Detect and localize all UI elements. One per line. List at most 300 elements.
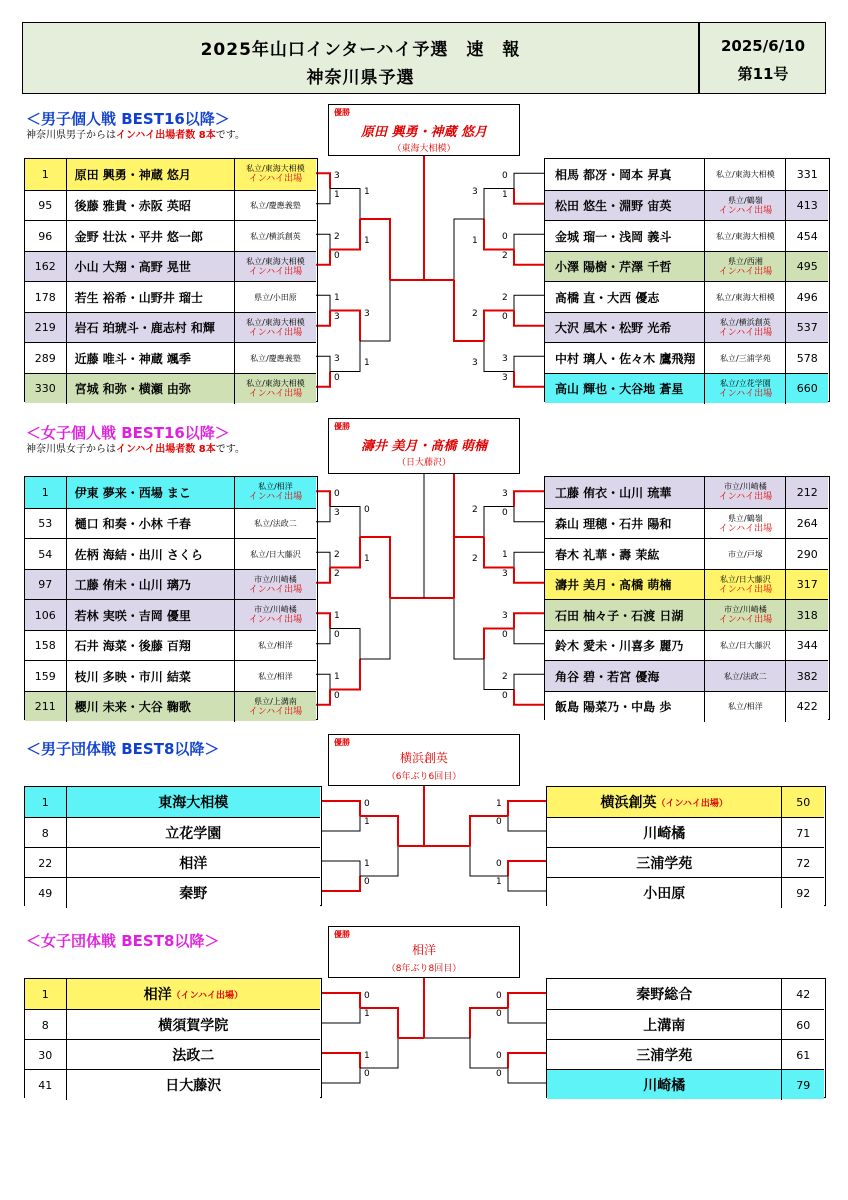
school-name: 私立/法政二 [254,519,297,529]
school-name: 市立/川崎橘 [724,605,767,615]
school-name: 私立/相洋 [258,482,293,492]
team-name [547,848,782,878]
team-name [67,818,320,848]
bracket-line [322,993,360,1008]
subtitle-suffix: です。 [215,130,245,141]
pair-name: 濤井 美月・髙橋 萌楠 [545,570,705,601]
winner-label: 優勝 [334,930,350,939]
team-row [25,877,320,907]
table-row [545,660,828,691]
winner-detail: （東海大相模） [392,144,456,154]
match-score: 0 [496,991,502,1001]
school-name: 私立/三浦学苑 [720,353,771,363]
bracket-line [484,189,514,220]
match-score: 0 [496,859,502,869]
seed-number: 60 [796,1018,811,1032]
team-name [547,1010,782,1040]
table-row [25,599,316,630]
team-row [547,1069,824,1099]
winner-box [328,734,520,786]
section-subtitle [26,440,245,455]
seed-number: 159 [25,661,67,692]
qualified-label: インハイ出場 [718,584,773,595]
seed-number: 413 [796,199,818,213]
school-cell [705,374,786,405]
school-cell [235,570,316,601]
school-cell [235,191,316,222]
table-row [545,281,828,312]
table-row [25,569,316,600]
school-cell [705,343,786,374]
header-subtitle: 神奈川県予選 [306,68,415,88]
school-name: 県立/上溝南 [254,696,297,706]
bracket-line [484,341,514,372]
seed-number: 50 [796,795,811,809]
table-row [25,538,316,569]
section-title: ＜男子団体戦 BEST8以降＞ [26,740,220,758]
bracket-line [508,816,546,831]
pair-name: 中村 璃人・佐々木 鷹飛翔 [545,343,705,374]
pair-name: 伊東 夢来・西場 まこ [67,477,235,508]
school-cell [235,159,316,190]
school-name: 私立/相洋 [258,641,293,651]
match-score: 1 [364,817,370,827]
table-row [545,630,828,661]
match-score: 0 [364,1069,370,1079]
team-name-text: 立花学園 [165,826,222,842]
school-name: 県立/小田原 [254,292,297,302]
seed-number: 212 [796,485,818,499]
bracket-line [508,1008,546,1023]
seed-number: 211 [25,692,67,723]
bracket-line [508,1053,546,1068]
bracket-line [514,613,544,628]
pair-name: 宮城 和弥・横瀬 由弥 [67,374,235,405]
team-name-text: 横須賀学院 [158,1018,229,1034]
pair-name: 飯島 陽菜乃・中島 歩 [545,692,705,723]
table-row [545,220,828,251]
school-cell [705,631,786,662]
team-name [67,787,320,817]
winner-detail: （6年ぶり6回目） [386,772,462,782]
subtitle-prefix: 神奈川県男子からは [26,130,116,141]
team-name-text: 小田原 [643,886,686,902]
qualified-label: インハイ出場 [248,492,303,503]
match-score: 0 [496,1051,502,1061]
subtitle-count: インハイ出場者数 8本 [116,444,216,455]
left-team-table [24,786,322,906]
match-score: 3 [334,171,340,182]
seed-number: 537 [796,321,818,335]
table-row [545,159,828,190]
qualified-label: （インハイ出場） [171,990,243,1001]
table-row [545,312,828,343]
school-name: 市立/川崎橘 [254,574,297,584]
team-row [547,979,824,1009]
seed-number: 54 [25,539,67,570]
winner-detail: （8年ぶり8回目） [386,964,462,974]
team-name [67,848,320,878]
match-score: 1 [496,877,502,887]
table-row [545,190,828,221]
bracket-line [508,1068,546,1083]
school-name: 私立/相洋 [258,671,293,681]
winner-label: 優勝 [334,422,350,431]
team-name-text: 東海大相模 [158,795,229,811]
table-row [25,373,316,404]
seed-number: 219 [25,313,67,344]
school-name: 私立/日大藤沢 [250,549,301,559]
pair-name: 髙橋 直・大西 優志 [545,282,705,313]
seed-number: 95 [25,191,67,222]
team-name-text: 相洋 [143,987,172,1003]
school-cell [235,477,316,508]
school-name: 私立/立花学園 [720,378,771,388]
school-name: 私立/日大藤沢 [720,641,771,651]
table-row [545,477,828,508]
table-row [25,342,316,373]
table-row [25,477,316,508]
pair-name: 小山 大翔・高野 晃世 [67,252,235,283]
team-name [547,787,782,817]
match-score: 0 [334,250,340,261]
bracket-line [454,219,484,280]
seed-number: 422 [796,700,818,714]
school-name: 私立/横浜創英 [250,231,301,241]
table-row [25,159,316,190]
table-row [545,508,828,539]
team-name-text: 横浜創英 [600,795,657,811]
bracket-line [484,537,514,568]
school-cell [235,343,316,374]
table-row [25,220,316,251]
bracket-line [322,1053,360,1068]
match-score: 0 [502,629,508,640]
school-cell [705,159,786,190]
seed-number: 1 [25,787,67,817]
match-score: 3 [502,354,508,365]
team-name [547,878,782,908]
qualified-label: インハイ出場 [248,584,303,595]
pair-name: 石井 海菜・後藤 百翔 [67,631,235,662]
bracket-line [470,1038,508,1068]
pair-name: 松田 悠生・淵野 宙英 [545,191,705,222]
qualified-label: インハイ出場 [718,615,773,626]
winner-detail: （日大藤沢） [396,458,451,468]
seed-number: 79 [796,1078,811,1092]
match-score: 1 [502,189,508,200]
qualified-label: インハイ出場 [248,388,303,399]
team-name-text: 川崎橘 [643,1078,686,1094]
match-score: 1 [334,189,340,200]
seed-number: 1 [25,477,67,508]
left-entry-table [24,158,318,402]
match-score: 1 [364,357,370,368]
bracket-line [454,280,484,341]
school-name: 私立/慶應義塾 [250,353,301,363]
pair-name: 大沢 風木・松野 光希 [545,313,705,344]
bracket-line [508,801,546,816]
winner-box [328,104,520,156]
match-score: 1 [496,799,502,809]
seed-number: 162 [25,252,67,283]
bracket-line [508,876,546,891]
match-score: 3 [334,507,340,518]
school-cell [705,221,786,252]
team-name [547,1040,782,1070]
left-team-table [24,978,322,1098]
match-score: 0 [502,690,508,701]
qualified-label: インハイ出場 [248,706,303,717]
pair-name: 若林 実咲・吉岡 優里 [67,600,235,631]
team-row [25,847,320,877]
match-score: 1 [364,235,370,246]
bracket-line [484,507,514,538]
team-name-text: 川崎橘 [643,826,686,842]
bracket-line [514,189,544,204]
team-row [547,817,824,847]
match-score: 0 [334,489,340,500]
pair-name: 後藤 雅貴・赤阪 英昭 [67,191,235,222]
bracket-line [514,674,544,689]
school-name: 私立/東海大相模 [716,169,775,179]
header-title: 2025年山口インターハイ予選 速 報 [200,40,521,60]
section-title: ＜女子個人戦 BEST16以降＞ [26,424,230,442]
school-name: 私立/東海大相模 [246,317,305,327]
pair-name: 鈴木 愛未・川喜多 麗乃 [545,631,705,662]
bracket-line [322,876,360,891]
match-score: 0 [502,507,508,518]
bracket-line [484,629,514,660]
school-cell [705,252,786,283]
match-score: 1 [334,611,340,622]
school-cell [235,313,316,344]
bracket-line [514,311,544,326]
match-score: 0 [502,311,508,322]
bracket-line [514,356,544,371]
seed-number: 96 [25,221,67,252]
match-score: 0 [496,1069,502,1079]
seed-number: 382 [796,669,818,683]
match-score: 3 [364,308,370,319]
pair-name: 佐柄 海結・出川 さくら [67,539,235,570]
seed-number: 92 [796,886,811,900]
team-name [67,878,320,908]
match-score: 3 [502,372,508,383]
bracket-line [514,173,544,188]
seed-number: 317 [796,578,818,592]
table-row [545,599,828,630]
bracket-line [322,1008,360,1023]
school-cell [235,374,316,405]
school-name: 私立/法政二 [724,671,767,681]
match-score: 0 [496,817,502,827]
match-score: 0 [364,504,370,515]
subtitle-suffix: です。 [215,444,245,455]
school-name: 私立/東海大相模 [246,164,305,174]
school-cell [235,252,316,283]
bracket-line [470,816,508,846]
pair-name: 角谷 碧・若宮 優海 [545,661,705,692]
school-cell [235,221,316,252]
bracket-line [514,507,544,522]
seed-number: 318 [796,608,818,622]
match-score: 3 [334,354,340,365]
qualified-label: インハイ出場 [248,266,303,277]
pair-name: 樋口 和奏・小林 千春 [67,509,235,540]
school-name: 私立/東海大相模 [246,256,305,266]
bracket-line [360,598,390,659]
school-cell [705,539,786,570]
team-row [25,1069,320,1099]
pair-name: 工藤 侑衣・山川 琉華 [545,477,705,508]
match-score: 0 [496,1009,502,1019]
pair-name: 櫻川 未来・大谷 鞠歌 [67,692,235,723]
match-score: 2 [472,308,478,319]
bracket-line [484,311,514,342]
subtitle-count: インハイ出場者数 8本 [116,130,216,141]
school-cell [705,191,786,222]
team-name-text: 三浦学苑 [636,856,693,872]
bracket-line [322,816,360,831]
match-score: 3 [502,489,508,500]
team-name-text: 日大藤沢 [165,1078,222,1094]
seed-number: 72 [796,856,811,870]
bracket-line [470,1008,508,1038]
school-name: 市立/川崎橘 [724,482,767,492]
bracket-line [514,491,544,506]
match-score: 2 [502,293,508,304]
qualified-label: インハイ出場 [718,266,773,277]
school-cell [705,692,786,723]
winner-name: 原田 興勇・神蔵 悠月 [360,125,488,140]
pair-name: 近藤 唯斗・神蔵 颯季 [67,343,235,374]
match-score: 1 [472,235,478,246]
team-row [547,847,824,877]
school-cell [705,477,786,508]
school-name: 私立/東海大相模 [246,378,305,388]
school-cell [235,282,316,313]
team-row [25,787,320,817]
qualified-label: インハイ出場 [718,327,773,338]
subtitle-prefix: 神奈川県女子からは [26,444,116,455]
seed-number: 344 [796,639,818,653]
match-score: 1 [364,1009,370,1019]
team-name [547,979,782,1009]
bracket-line [322,801,360,816]
seed-number: 578 [796,351,818,365]
seed-number: 97 [25,570,67,601]
bracket-line [514,690,544,705]
seed-number: 660 [796,382,818,396]
pair-name: 金城 瑠一・浅岡 義斗 [545,221,705,252]
team-name [67,1070,320,1100]
school-cell [705,600,786,631]
section-title: ＜女子団体戦 BEST8以降＞ [26,932,220,950]
school-cell [705,570,786,601]
team-name-text: 法政二 [172,1048,215,1064]
team-row [547,877,824,907]
match-score: 2 [502,250,508,261]
seed-number: 8 [25,1010,67,1040]
pair-name: 岩石 珀琥斗・鹿志村 和輝 [67,313,235,344]
seed-number: 53 [25,509,67,540]
bracket-line [454,598,484,659]
match-score: 0 [334,629,340,640]
qualified-label: インハイ出場 [718,388,773,399]
seed-number: 22 [25,848,67,878]
match-score: 1 [502,550,508,561]
seed-number: 30 [25,1040,67,1070]
pair-name: 金野 壮汰・平井 悠一郎 [67,221,235,252]
team-name-text: 上溝南 [643,1018,686,1034]
school-cell [705,282,786,313]
school-name: 私立/慶應義塾 [250,201,301,211]
match-score: 1 [364,1051,370,1061]
table-row [545,251,828,282]
match-score: 3 [472,357,478,368]
table-row [25,660,316,691]
pair-name: 原田 興勇・神蔵 悠月 [67,159,235,190]
seed-number: 178 [25,282,67,313]
seed-number: 42 [796,987,811,1001]
match-score: 2 [334,550,340,561]
qualified-label: インハイ出場 [718,523,773,534]
bracket-line [322,1068,360,1083]
bracket-line [514,552,544,567]
bracket-line [322,861,360,876]
winner-label: 優勝 [334,738,350,747]
team-row [25,979,320,1009]
school-cell [235,509,316,540]
seed-number: 61 [796,1048,811,1062]
school-name: 県立/西湘 [728,256,763,266]
winner-name: 横浜創英 [399,751,448,765]
table-row [545,373,828,404]
team-row [547,787,824,817]
bracket-line [470,846,508,876]
school-name: 私立/東海大相模 [716,292,775,302]
header-date: 2025/6/10 [720,37,806,55]
seed-number: 158 [25,631,67,662]
seed-number: 1 [25,159,67,190]
right-team-table [546,786,826,906]
school-cell [235,600,316,631]
match-score: 0 [364,991,370,1001]
team-row [25,1039,320,1069]
table-row [25,312,316,343]
qualified-label: インハイ出場 [718,205,773,216]
table-row [25,508,316,539]
school-cell [235,539,316,570]
school-name: 私立/東海大相模 [716,231,775,241]
school-cell [235,692,316,723]
table-row [25,190,316,221]
team-row [547,1039,824,1069]
team-name-text: 秦野 [179,886,208,902]
match-score: 0 [364,877,370,887]
table-row [25,630,316,661]
bracket-line [508,861,546,876]
team-name [67,1010,320,1040]
seed-number: 41 [25,1070,67,1100]
team-row [25,1009,320,1039]
match-score: 0 [334,372,340,383]
school-name: 市立/戸塚 [728,549,763,559]
team-name-text: 三浦学苑 [636,1048,693,1064]
bracket-line [360,537,390,598]
winner-box [328,418,520,474]
